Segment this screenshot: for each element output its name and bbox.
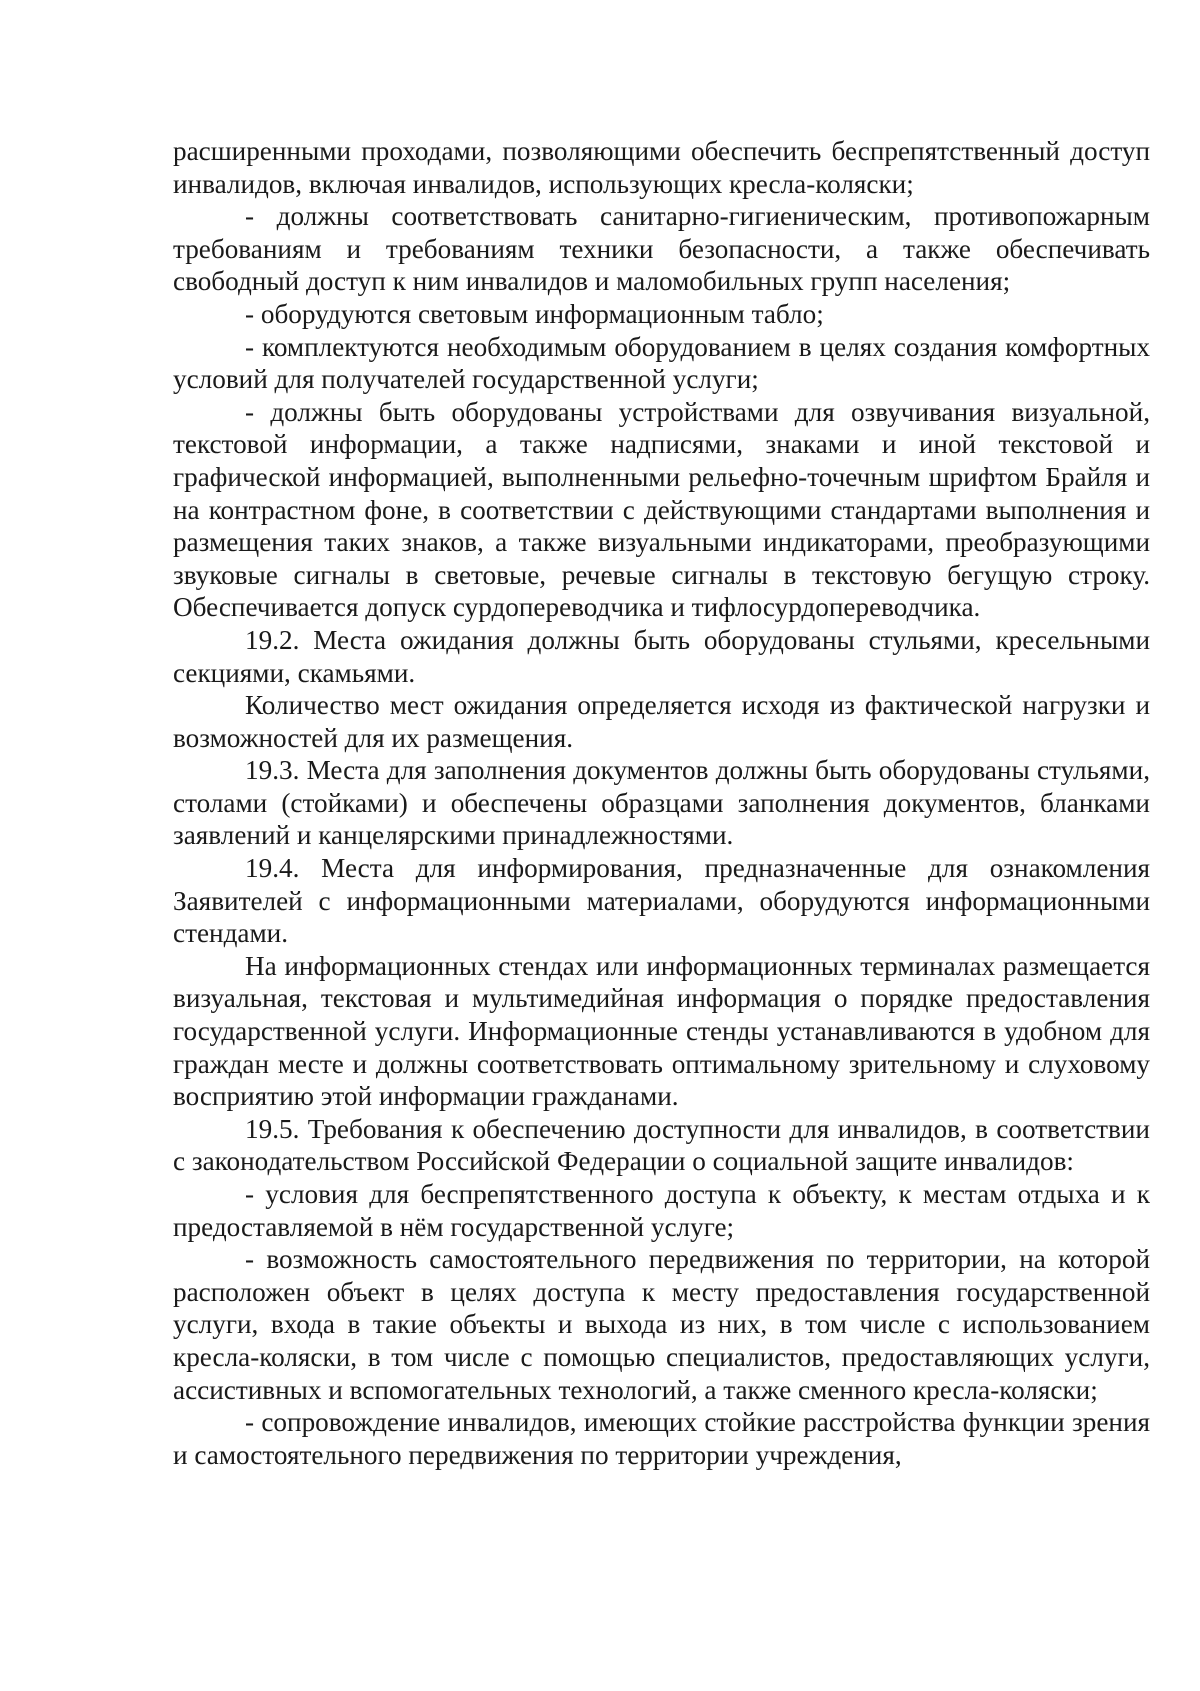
- paragraph-waiting-places-count: Количество мест ожидания определяется исходя из фактической нагрузки и возможностей для их размещения.: [173, 690, 1150, 753]
- paragraph-continuation: расширенными проходами, позволяющими обеспечить беспрепятственный доступ инвалидов, включая инвалидов, использующих кресла-коляски;: [173, 136, 1150, 199]
- paragraph-sanitary-requirements: - должны соответствовать санитарно-гигиеническим, противопожарным требованиям и требованиям техники безопасности, а также обеспечивать свободный доступ к ним инвалидов и маломобильных групп населения;: [173, 201, 1150, 297]
- paragraph-section-19-3: 19.3. Места для заполнения документов должны быть оборудованы стульями, столами (стойками) и обеспечены образцами заполнения документов, бланками заявлений и канцелярскими принадлежностями.: [173, 755, 1150, 851]
- document-body: [173, 135, 1150, 1471]
- paragraph-access-conditions: - условия для беспрепятственного доступа к объекту, к местам отдыха и к предоставляемой в нём государственной услуге;: [173, 1179, 1150, 1242]
- paragraph-information-stands: На информационных стендах или информационных терминалах размещается визуальная, текстовая и мультимедийная информация о порядке предоставления государственной услуги. Информационные стенды устанавливаются в удобном для граждан месте и должны соответствовать оптимальному зрительному и слуховому восприятию этой информации гражданами.: [173, 950, 1150, 1112]
- paragraph-braille-requirements: - должны быть оборудованы устройствами для озвучивания визуальной, текстовой информации, а также надписями, знаками и иной текстовой и графической информацией, выполненными рельефно-точечным шрифтом Брайля и на контрастном фоне, в соответствии с действующими стандартами выполнения и размещения таких знаков, а также визуальными индикаторами, преобразующими звуковые сигналы в световые, речевые сигналы в текстовую бегущую строку. Обеспечивается допуск сурдопереводчика и тифлосурдопереводчика.: [173, 396, 1150, 623]
- paragraph-light-board: - оборудуются световым информационным табло;: [245, 298, 824, 329]
- paragraph-section-19-4: 19.4. Места для информирования, предназначенные для ознакомления Заявителей с информационными материалами, оборудуются информационными стендами.: [173, 853, 1150, 949]
- paragraph-independent-movement: - возможность самостоятельного передвижения по территории, на которой расположен объект в целях доступа к месту предоставления государственной услуги, входа в такие объекты и выхода из них, в том числе с использованием кресла-коляски, в том числе с помощью специалистов, предоставляющих услуги, ассистивных и вспомогательных технологий, а также сменного кресла-коляски;: [173, 1244, 1150, 1405]
- paragraph-escort: - сопровождение инвалидов, имеющих стойкие расстройства функции зрения и самостоятельного передвижения по территории учреждения,: [173, 1407, 1150, 1470]
- paragraph-equipment: - комплектуются необходимым оборудованием в целях создания комфортных условий для получателей государственной услуги;: [173, 331, 1150, 395]
- paragraph-section-19-2: 19.2. Места ожидания должны быть оборудованы стульями, кресельными секциями, скамьями.: [173, 624, 1150, 688]
- paragraph-section-19-5: 19.5. Требования к обеспечению доступности для инвалидов, в соответствии с законодательством Российской Федерации о социальной защите инвалидов:: [173, 1113, 1150, 1177]
